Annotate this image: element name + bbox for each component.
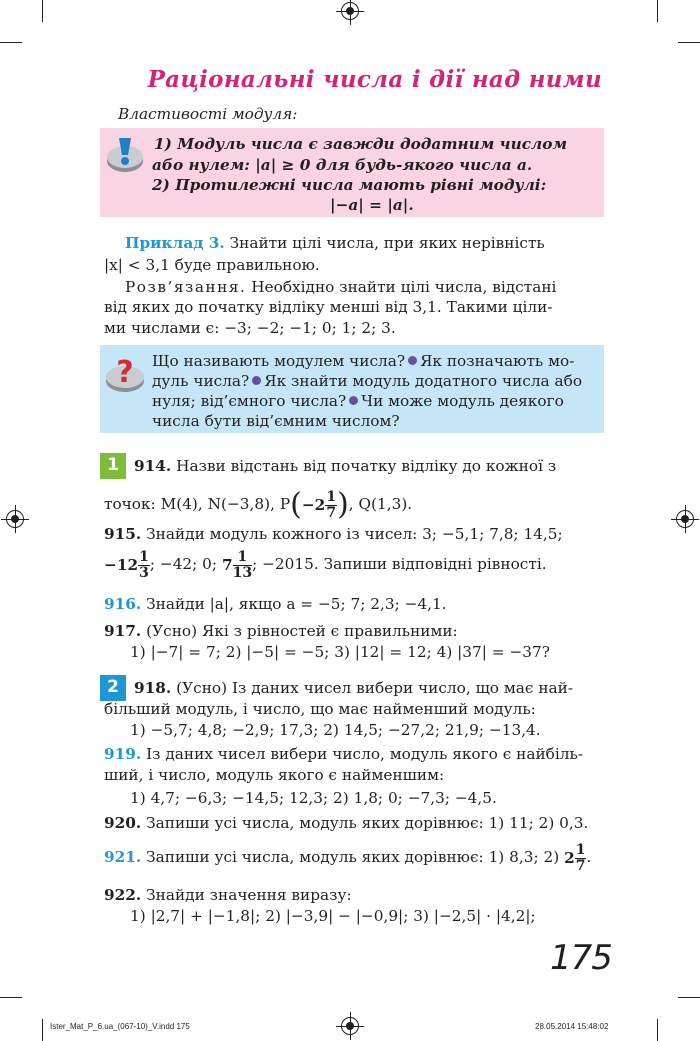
level-number: 2 xyxy=(107,677,119,697)
crop-line xyxy=(657,1019,658,1041)
exercise-number: 916. xyxy=(104,595,142,613)
exercise-922-line-1 xyxy=(104,885,352,905)
exercise-916 xyxy=(104,594,447,614)
exercise-number: 920. xyxy=(104,814,142,832)
exercise-text: Із даних чисел вибери число, модуль якого є найбіль- xyxy=(146,745,583,763)
exercise-text: точок: M(4), N(−3,8), P xyxy=(104,495,291,513)
exercise-number: 921. xyxy=(104,848,142,866)
fraction-whole: 7 xyxy=(221,556,233,574)
exercise-914-line-1 xyxy=(134,456,556,476)
exercise-918-line-2: більший модуль, і число, що має найменший модуль: xyxy=(104,700,536,718)
exercise-number: 918. xyxy=(134,679,172,697)
exercise-919-line-3: 1) 4,7; −6,3; −14,5; 12,3; 2) 1,8; 0; −7,3; −4,5. xyxy=(130,789,497,807)
exercise-919-line-1 xyxy=(104,744,583,764)
level-2-icon xyxy=(100,675,126,701)
fraction-numerator: 1 xyxy=(575,841,586,858)
exercise-text: (Усно) Із даних чисел вибери число, що має най- xyxy=(176,679,574,697)
crop-line xyxy=(678,42,700,43)
fraction-whole: 2 xyxy=(564,849,575,867)
exercise-914-line-2: точок: M(4), N(−3,8), P(−2 $\frac{1}{7}$ ), Q(1,3). xyxy=(104,487,413,522)
fraction xyxy=(138,550,150,581)
exercise-921 xyxy=(104,837,591,878)
question-text: дуль числа? xyxy=(152,372,250,390)
exercise-915-line-2 xyxy=(104,545,547,584)
exclamation-icon xyxy=(104,134,146,176)
question-text: Як позначають мо- xyxy=(420,352,575,370)
example-text: Знайти цілі числа, при яких нерівність xyxy=(229,234,545,252)
exercise-text: ; −42; 0; xyxy=(149,555,218,573)
svg-text:?: ? xyxy=(116,355,134,390)
question-text: Як знайти модуль додатного числа або xyxy=(264,372,583,390)
example-line-3 xyxy=(125,277,556,297)
level-number: 1 xyxy=(107,455,119,475)
exercise-text: Знайди |a|, якщо a = −5; 7; 2,3; −4,1. xyxy=(146,595,447,613)
exercise-917-line-2: 1) |−7| = 7; 2) |−5| = −5; 3) |12| = 12; 4) |37| = −37? xyxy=(130,643,550,661)
example-line-2: |x| < 3,1 буде правильною. xyxy=(104,256,320,274)
exercise-text: , Q(1,3). xyxy=(348,495,413,513)
page-title: Раціональні числа і дії над ними xyxy=(147,66,602,93)
question-line-3 xyxy=(152,391,564,411)
solution-label: Розв’язання. xyxy=(125,278,247,296)
crop-line xyxy=(42,0,43,22)
exercise-920 xyxy=(104,813,588,833)
fraction-whole: −12 xyxy=(104,556,139,574)
example-line-5: ми числами є: −3; −2; −1; 0; 1; 2; 3. xyxy=(104,319,396,337)
section-heading: Властивості модуля: xyxy=(118,105,298,123)
crop-line xyxy=(0,42,22,43)
question-mark-icon xyxy=(103,352,147,396)
crop-line xyxy=(678,997,700,998)
fraction-numerator: 1 xyxy=(233,550,252,566)
fraction-denominator: 13 xyxy=(232,564,253,581)
level-1-icon xyxy=(100,453,126,479)
exercise-number: 915. xyxy=(104,525,142,543)
footer-date: 28.05.2014 15:48:02 xyxy=(535,1022,609,1031)
fraction-denominator: 7 xyxy=(326,504,337,521)
registration-mark-right xyxy=(676,510,694,528)
registration-mark-left xyxy=(6,510,24,528)
exercise-918-line-1 xyxy=(134,678,573,698)
registration-mark-top xyxy=(341,2,359,20)
question-line-1 xyxy=(152,351,574,371)
bullet-icon xyxy=(349,396,358,405)
bullet-icon xyxy=(252,376,261,385)
question-text: Чи може модуль деякого xyxy=(361,392,564,410)
rule-line-4: |−a| = |a|. xyxy=(330,196,414,214)
crop-line xyxy=(0,997,22,998)
question-text: Що називають модулем числа? xyxy=(152,352,406,370)
crop-line xyxy=(42,1019,43,1041)
exercise-text: . xyxy=(586,848,592,866)
fraction-numerator: 1 xyxy=(139,548,149,565)
example-line-4: від яких до початку відліку менші від 3,1. Такими ціли- xyxy=(104,298,553,316)
fraction xyxy=(575,843,587,874)
exercise-number: 922. xyxy=(104,886,142,904)
exercise-text: Запиши усі числа, модуль яких дорівнює: 1) 8,3; 2) xyxy=(146,848,560,866)
exercise-919-line-2: ший, і число, модуль якого є найменшим: xyxy=(104,766,445,784)
question-text: нуля; від’ємного числа? xyxy=(152,392,347,410)
exercise-917-line-1 xyxy=(104,621,458,641)
exercise-922-line-2: 1) |2,7| + |−1,8|; 2) |−3,9| − |−0,9|; 3) |−2,5| · |4,2|; xyxy=(130,907,536,925)
exercise-number: 914. xyxy=(134,457,172,475)
exercise-text: Назви відстань від початку відліку до кожної з xyxy=(176,457,557,475)
crop-line xyxy=(657,0,658,22)
fraction-numerator: 1 xyxy=(326,488,337,505)
fraction xyxy=(325,490,337,521)
bullet-icon xyxy=(408,356,417,365)
example-line-1 xyxy=(125,233,545,253)
rule-line-1: 1) Модуль числа є завжди додатним числом xyxy=(154,135,567,153)
exercise-number: 919. xyxy=(104,745,142,763)
registration-mark-bottom xyxy=(341,1017,359,1035)
fraction xyxy=(233,550,252,581)
question-line-2 xyxy=(152,371,582,391)
exercise-text: Знайди значення виразу: xyxy=(146,886,352,904)
rule-line-3: 2) Протилежні числа мають рівні модулі: xyxy=(152,176,547,194)
exercise-text: Запиши усі числа, модуль яких дорівнює: 1) 11; 2) 0,3. xyxy=(146,814,589,832)
example-label: Приклад 3. xyxy=(125,234,225,252)
fraction-whole: −2 xyxy=(301,496,326,514)
exercise-number: 917. xyxy=(104,622,142,640)
exercise-918-line-3: 1) −5,7; 4,8; −2,9; 17,3; 2) 14,5; −27,2; 21,9; −13,4. xyxy=(130,721,541,739)
solution-text: Необхідно знайти цілі числа, відстані xyxy=(251,278,557,296)
page-number: 175 xyxy=(550,938,612,978)
fraction-denominator: 7 xyxy=(575,857,586,874)
fraction-denominator: 3 xyxy=(139,564,149,581)
exercise-text: (Усно) Які з рівностей є правильними: xyxy=(146,622,458,640)
exercise-text: Знайди модуль кожного із чисел: 3; −5,1; 7,8; 14,5; xyxy=(146,525,563,543)
rule-line-2: або нулем: |a| ≥ 0 для будь-якого числа a. xyxy=(152,156,533,174)
exercise-915-line-1 xyxy=(104,524,563,544)
exercise-text: ; −2015. Запиши відповідні рівності. xyxy=(252,555,547,573)
question-line-4: числа бути від’ємним числом? xyxy=(152,412,400,430)
footer-file: Ister_Mat_P_6.ua_(067-10)_V.indd 175 xyxy=(50,1022,190,1031)
